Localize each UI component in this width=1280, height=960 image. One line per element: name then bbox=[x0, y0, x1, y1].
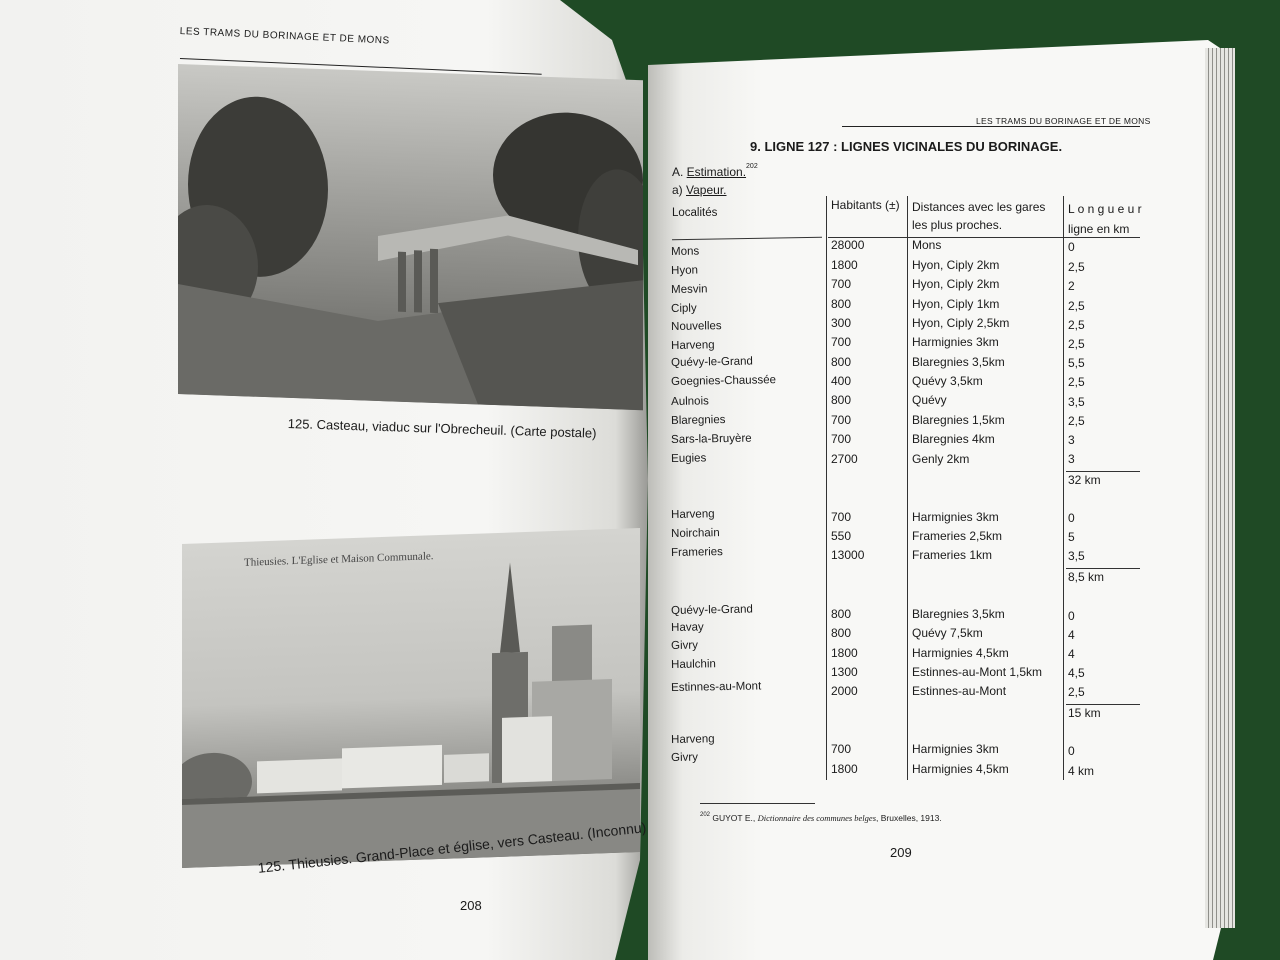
cell-distance: Estinnes-au-Mont 1,5km bbox=[912, 665, 1043, 679]
column-rule-1 bbox=[826, 196, 827, 780]
cell-distance: Harmignies 4,5km bbox=[912, 646, 1009, 660]
cell-distance: Quévy bbox=[912, 393, 947, 407]
cell-habitants: 700 bbox=[831, 413, 852, 427]
cell-habitants: 400 bbox=[831, 374, 852, 388]
cell-distance: Harmignies 3km bbox=[912, 742, 999, 756]
subheading-a-prefix: A. bbox=[672, 165, 687, 179]
cell-longueur: 4,5 bbox=[1068, 666, 1085, 680]
subheading-a-label: Estimation. bbox=[686, 165, 747, 179]
cell-longueur: 0 bbox=[1068, 240, 1075, 254]
footnote-title: Dictionnaire des communes belges bbox=[757, 813, 877, 823]
header-habitants: Habitants (±) bbox=[831, 198, 900, 212]
subtotal-rule bbox=[1066, 704, 1140, 705]
viaduct-illustration bbox=[178, 64, 643, 410]
subheading-b-label: Vapeur. bbox=[686, 183, 727, 197]
cell-longueur: 0 bbox=[1068, 744, 1075, 758]
cell-habitants: 800 bbox=[831, 626, 852, 640]
right-head-rule bbox=[842, 126, 1140, 127]
cell-habitants: 700 bbox=[831, 277, 852, 291]
cell-habitants: 700 bbox=[831, 335, 852, 349]
left-page-number: 208 bbox=[460, 898, 482, 913]
cell-localite: Givry bbox=[671, 751, 699, 764]
cell-longueur: 3,5 bbox=[1068, 549, 1085, 563]
book-page-edges bbox=[1205, 48, 1235, 928]
cell-localite: Mesvin bbox=[671, 283, 708, 296]
church-photo bbox=[182, 528, 640, 868]
group-total: 8,5 km bbox=[1068, 570, 1105, 584]
footnote-rest: , Bruxelles, 1913. bbox=[876, 813, 942, 823]
cell-localite: Harveng bbox=[671, 339, 715, 352]
subtotal-rule bbox=[1066, 471, 1140, 472]
footnote bbox=[700, 812, 942, 823]
cell-localite: Aulnois bbox=[671, 395, 709, 408]
cell-localite: Givry bbox=[671, 639, 699, 652]
cell-habitants: 700 bbox=[831, 742, 852, 756]
column-rule-3 bbox=[1063, 196, 1064, 780]
section-title: 9. LIGNE 127 : LIGNES VICINALES DU BORINAGE. bbox=[750, 139, 1063, 154]
cell-longueur: 2,5 bbox=[1068, 318, 1085, 332]
cell-localite: Blaregnies bbox=[671, 414, 726, 427]
header-localites: Localités bbox=[672, 207, 718, 219]
cell-distance: Hyon, Ciply 2,5km bbox=[912, 316, 1010, 330]
cell-distance: Hyon, Ciply 1km bbox=[912, 297, 1000, 311]
cell-distance: Genly 2km bbox=[912, 452, 970, 466]
cell-localite: Quévy-le-Grand bbox=[671, 355, 754, 369]
cell-habitants: 300 bbox=[831, 316, 852, 330]
cell-localite: Eugies bbox=[671, 452, 707, 465]
cell-distance: Blaregnies 3,5km bbox=[912, 355, 1005, 369]
cell-localite: Hyon bbox=[671, 264, 699, 277]
cell-longueur: 2,5 bbox=[1068, 299, 1085, 313]
cell-habitants: 13000 bbox=[831, 548, 865, 562]
cell-distance: Blaregnies 4km bbox=[912, 432, 995, 446]
cell-habitants: 1800 bbox=[831, 762, 858, 776]
footnote-ref-mark: 202 bbox=[746, 163, 758, 170]
cell-habitants: 800 bbox=[831, 297, 852, 311]
cell-distance: Blaregnies 3,5km bbox=[912, 607, 1005, 621]
cell-longueur: 2 bbox=[1068, 279, 1075, 293]
cell-localite: Frameries bbox=[671, 546, 723, 559]
cell-habitants: 2700 bbox=[831, 452, 858, 466]
cell-distance: Harmignies 4,5km bbox=[912, 762, 1009, 776]
header-longueur-2: ligne en km bbox=[1068, 222, 1130, 236]
cell-longueur: 5 bbox=[1068, 530, 1075, 544]
header-longueur-1: L o n g u e u r bbox=[1068, 202, 1142, 216]
cell-distance: Mons bbox=[912, 238, 942, 252]
cell-localite: Mons bbox=[671, 245, 700, 258]
right-page-number: 209 bbox=[890, 845, 912, 860]
cell-distance: Quévy 7,5km bbox=[912, 626, 983, 640]
cell-habitants: 1300 bbox=[831, 665, 858, 679]
cell-habitants: 800 bbox=[831, 607, 852, 621]
cell-localite: Quévy-le-Grand bbox=[671, 603, 754, 617]
cell-longueur: 2,5 bbox=[1068, 260, 1085, 274]
cell-longueur: 0 bbox=[1068, 609, 1075, 623]
cell-habitants: 550 bbox=[831, 529, 852, 543]
cell-longueur: 3,5 bbox=[1068, 395, 1085, 409]
footnote-rule bbox=[700, 803, 815, 804]
left-running-head: LES TRAMS DU BORINAGE ET DE MONS bbox=[179, 26, 390, 47]
cell-longueur: 2,5 bbox=[1068, 685, 1085, 699]
header-rule bbox=[828, 237, 1140, 238]
cell-longueur: 2,5 bbox=[1068, 414, 1085, 428]
cell-localite: Estinnes-au-Mont bbox=[671, 680, 762, 694]
cell-localite: Nouvelles bbox=[671, 320, 722, 333]
subheading-estimation bbox=[672, 163, 758, 179]
cell-distance: Harmignies 3km bbox=[912, 510, 999, 524]
right-running-head: LES TRAMS DU BORINAGE ET DE MONS bbox=[976, 116, 1151, 126]
cell-localite: Harveng bbox=[671, 508, 715, 521]
cell-longueur: 2,5 bbox=[1068, 337, 1085, 351]
subheading-b-prefix: a) bbox=[672, 183, 687, 197]
church-illustration bbox=[182, 528, 640, 868]
cell-localite: Ciply bbox=[671, 302, 697, 315]
group-total: 15 km bbox=[1068, 706, 1101, 720]
cell-localite: Goegnies-Chaussée bbox=[671, 374, 777, 388]
cell-habitants: 2000 bbox=[831, 684, 858, 698]
cell-habitants: 700 bbox=[831, 432, 852, 446]
photo-caption-1: 125. Casteau, viaduc sur l'Obrecheuil. (Carte postale) bbox=[287, 416, 597, 441]
group-total: 32 km bbox=[1068, 473, 1101, 487]
cell-longueur: 5,5 bbox=[1068, 356, 1085, 370]
cell-longueur: 3 bbox=[1068, 452, 1075, 466]
cell-distance: Blaregnies 1,5km bbox=[912, 413, 1005, 427]
cell-distance: Frameries 2,5km bbox=[912, 529, 1003, 543]
cell-longueur: 3 bbox=[1068, 433, 1075, 447]
cell-localite: Harveng bbox=[671, 733, 715, 746]
cell-localite: Noirchain bbox=[671, 527, 720, 540]
cell-localite: Sars-la-Bruyère bbox=[671, 432, 752, 446]
cell-longueur: 4 bbox=[1068, 628, 1075, 642]
footnote-number: 202 bbox=[700, 812, 711, 818]
column-rule-2 bbox=[907, 196, 908, 780]
footnote-author: GUYOT E., bbox=[712, 813, 758, 823]
cell-localite: Havay bbox=[671, 621, 704, 634]
cell-distance: Hyon, Ciply 2km bbox=[912, 277, 1000, 291]
subheading-vapeur bbox=[672, 183, 727, 197]
cell-habitants: 800 bbox=[831, 355, 852, 369]
cell-habitants: 1800 bbox=[831, 646, 858, 660]
cell-localite: Haulchin bbox=[671, 658, 716, 671]
header-distances-1: Distances avec les gares bbox=[912, 200, 1046, 214]
cell-longueur: 4 km bbox=[1068, 764, 1095, 778]
cell-distance: Estinnes-au-Mont bbox=[912, 684, 1007, 698]
photo-inscription: Thieusies. L'Eglise et Maison Communale. bbox=[244, 550, 434, 569]
cell-habitants: 800 bbox=[831, 393, 852, 407]
cell-longueur: 2,5 bbox=[1068, 375, 1085, 389]
cell-habitants: 700 bbox=[831, 510, 852, 524]
cell-distance: Quévy 3,5km bbox=[912, 374, 983, 388]
subtotal-rule bbox=[1066, 568, 1140, 569]
cell-habitants: 28000 bbox=[831, 238, 865, 252]
cell-longueur: 0 bbox=[1068, 511, 1075, 525]
photo-caption-2: 125. Thieusies. Grand-Place et église, vers Casteau. (Inconnu) bbox=[257, 819, 647, 876]
cell-longueur: 4 bbox=[1068, 647, 1075, 661]
viaduct-photo bbox=[178, 64, 643, 410]
cell-distance: Hyon, Ciply 2km bbox=[912, 258, 1000, 272]
cell-distance: Frameries 1km bbox=[912, 548, 993, 562]
cell-habitants: 1800 bbox=[831, 258, 858, 272]
cell-distance: Harmignies 3km bbox=[912, 335, 999, 349]
header-distances-2: les plus proches. bbox=[912, 218, 1003, 232]
